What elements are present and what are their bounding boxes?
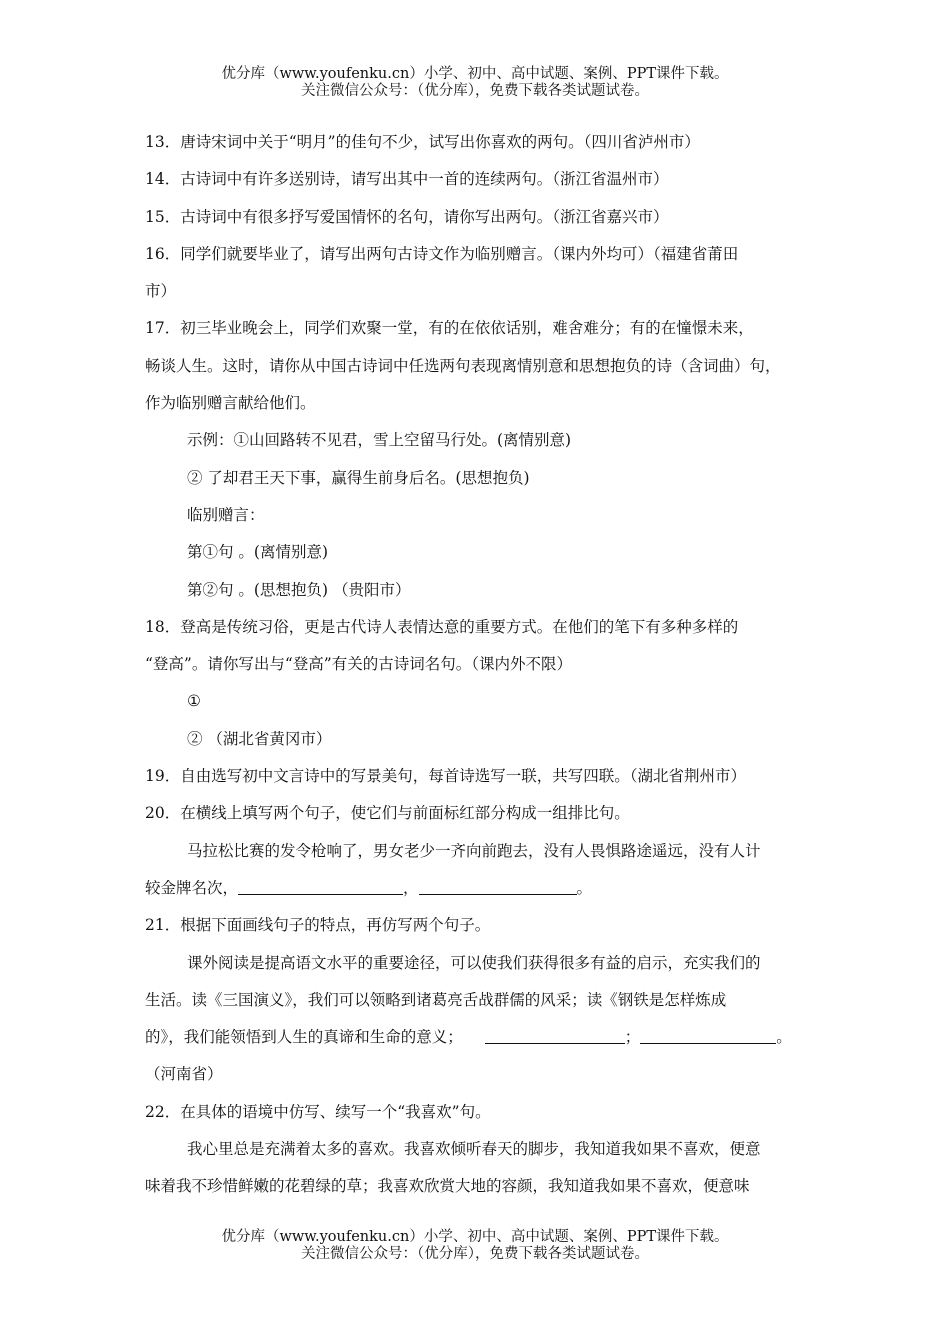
answer-blank[interactable]: [640, 1025, 776, 1044]
comma: ，: [403, 878, 419, 897]
question-18-cont: “登高”。请你写出与“登高”有关的古诗词名句。（课内外不限）: [145, 655, 572, 674]
passage-20-text: 较金牌名次，: [145, 878, 239, 897]
question-17-cont-2: 作为临别赠言献给他们。: [145, 394, 316, 413]
passage-21-cont-2: [145, 1019, 817, 1056]
example-2: ② 了却君王天下事，赢得生前身后名。(思想抱负): [187, 468, 530, 487]
source-21: （河南省）: [145, 1065, 223, 1084]
example-1: 示例：①山回路转不见君，雪上空留马行处。(离情别意): [187, 431, 572, 450]
period: 。: [576, 878, 593, 897]
farewell-answer-1: 第①句 。(离情别意): [187, 543, 329, 562]
page-footer: [0, 1229, 950, 1263]
question-20: 20．在横线上填写两个句子，使它们与前面标红部分构成一组排比句。: [145, 804, 630, 823]
passage-20: 马拉松比赛的发令枪响了，男女老少一齐向前跑去，没有人畏惧路途遥远，没有人计: [187, 841, 761, 860]
header-line-1: 优分库（www.youfenku.cn）小学、初中、高中试题、案例、PPT课件下载。: [221, 66, 729, 82]
question-22: 22．在具体的语境中仿写、续写一个“我喜欢”句。: [145, 1102, 491, 1121]
answer-18-1: ①: [187, 692, 201, 711]
question-19: 19．自由选写初中文言诗中的写景美句，每首诗选写一联，共写四联。（湖北省荆州市）: [145, 767, 746, 786]
answer-blank[interactable]: [419, 876, 577, 895]
question-16-cont: 市）: [145, 282, 177, 301]
question-18: 18．登高是传统习俗，更是古代诗人表情达意的重要方式。在他们的笔下有多种多样的: [145, 617, 739, 636]
answer-blank[interactable]: [238, 876, 403, 895]
farewell-label: 临别赠言：: [187, 505, 265, 524]
question-17-cont-1: 畅谈人生。这时，请你从中国古诗词中任选两句表现离情别意和思想抱负的诗（含词曲）句，: [145, 356, 781, 375]
passage-21-text: 的》，我们能领悟到人生的真谛和生命的意义；: [145, 1028, 463, 1047]
period: 。: [776, 1028, 792, 1047]
question-16: 16．同学们就要毕业了，请写出两句古诗文作为临别赠言。（课内外均可）（福建省莆田: [145, 244, 739, 263]
footer-line-2: 关注微信公众号：（优分库），免费下载各类试题试卷。: [301, 1246, 649, 1262]
footer-line-1: 优分库（www.youfenku.cn）小学、初中、高中试题、案例、PPT课件下载。: [221, 1229, 729, 1245]
semicolon: ；: [624, 1028, 641, 1047]
document-body: [145, 124, 817, 1206]
question-14: 14．古诗词中有许多送别诗，请写出其中一首的连续两句。（浙江省温州市）: [145, 170, 669, 189]
answer-18-2: ② （湖北省黄冈市）: [187, 729, 332, 748]
page-header: [0, 66, 950, 100]
question-21: 21．根据下面画线句子的特点，再仿写两个句子。: [145, 916, 491, 935]
answer-blank[interactable]: [485, 1025, 625, 1044]
passage-21-cont-1: 生活。读《三国演义》，我们可以领略到诸葛亮舌战群儒的风采；读《钢铁是怎样炼成: [145, 990, 727, 1009]
passage-20-cont: [145, 870, 817, 907]
question-15: 15．古诗词中有很多抒写爱国情怀的名句，请你写出两句。（浙江省嘉兴市）: [145, 207, 669, 226]
question-13: 13．唐诗宋词中关于“明月”的佳句不少，试写出你喜欢的两句。（四川省泸州市）: [145, 133, 700, 151]
question-17: 17．初三毕业晚会上，同学们欢聚一堂，有的在依依话别，难舍难分；有的在憧憬未来，: [145, 319, 754, 338]
farewell-answer-2: 第②句 。(思想抱负) （贵阳市）: [187, 580, 411, 599]
passage-22-cont: 味着我不珍惜鲜嫩的花碧绿的草；我喜欢欣赏大地的容颜，我知道我如果不喜欢，便意味: [145, 1177, 750, 1196]
header-line-2: 关注微信公众号：（优分库），免费下载各类试题试卷。: [301, 83, 649, 99]
passage-21: 课外阅读是提高语文水平的重要途径，可以使我们获得很多有益的启示，充实我们的: [187, 953, 761, 972]
passage-22: 我心里总是充满着太多的喜欢。我喜欢倾听春天的脚步，我知道我如果不喜欢，便意: [187, 1140, 761, 1159]
